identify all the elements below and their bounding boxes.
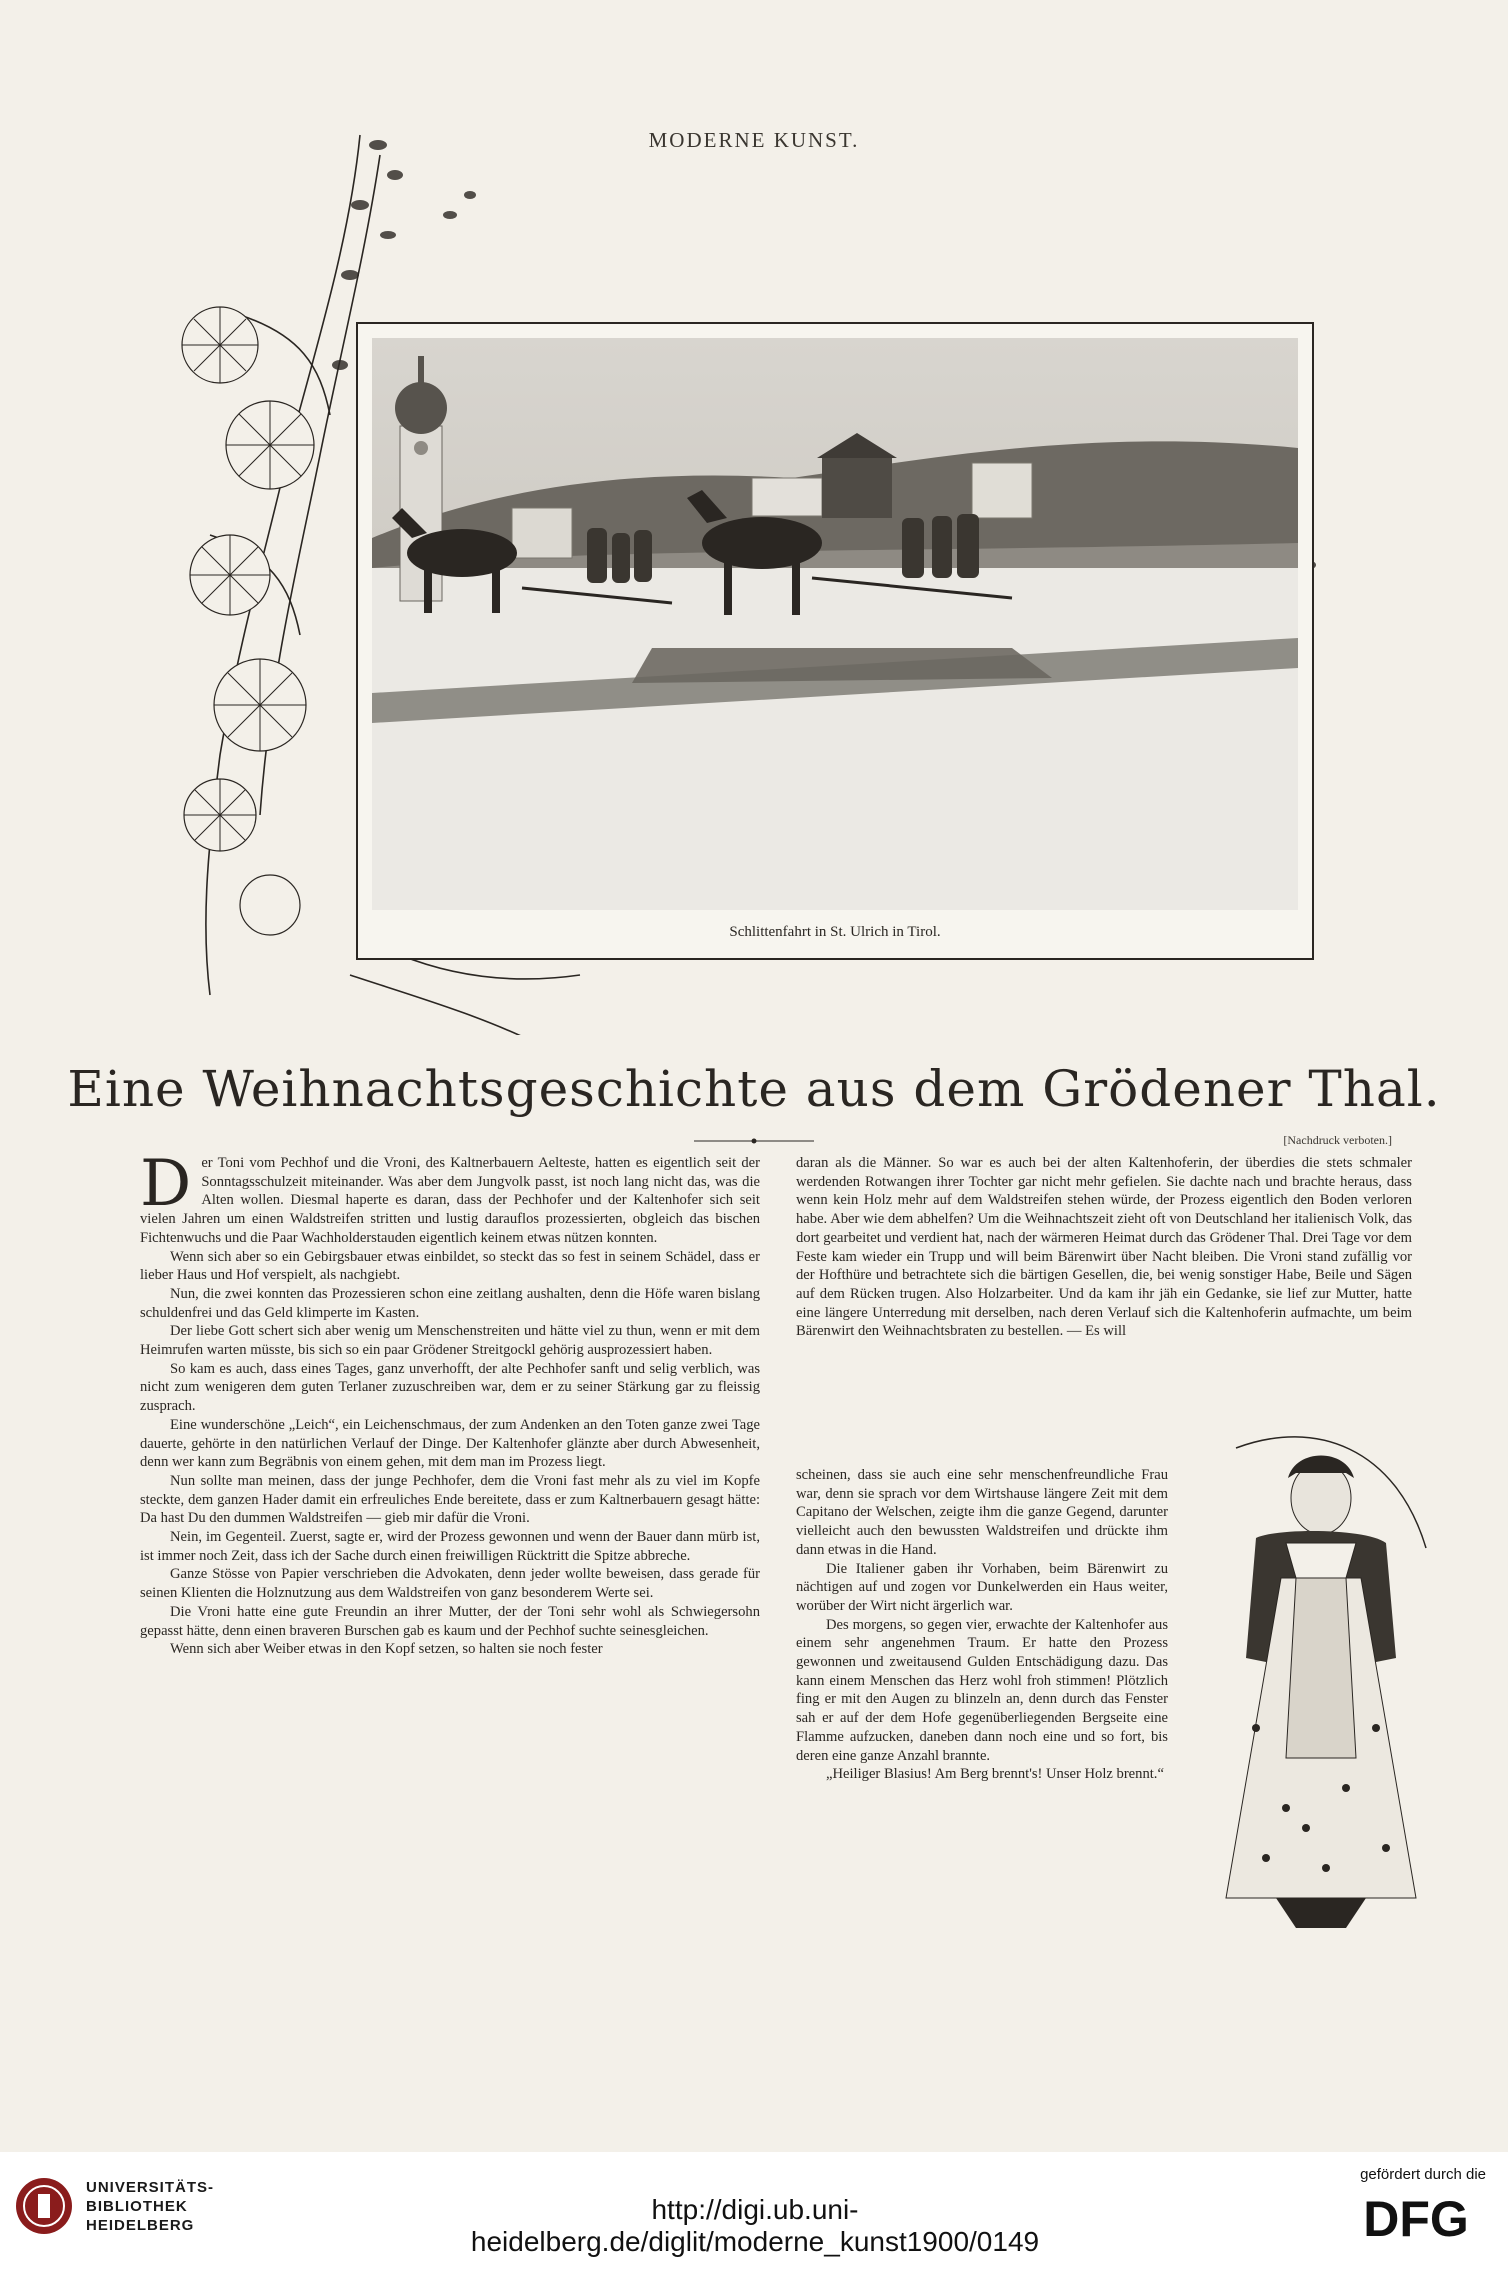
article-column-right-top <box>796 1154 1412 1341</box>
paragraph: So kam es auch, dass eines Tages, ganz unverhofft, der alte Pechhofer sanft und selig verblich, was nicht zum wenigeren dem guten Terlaner zuzuschreiben war, dem er zu seiner Stärkung gar zu fleissig zusprach. <box>140 1360 760 1415</box>
paragraph: Der Toni vom Pechhof und die Vroni, des Kaltnerbauern Aelteste, hatten es eigentlich seit der Sonntagsschulzeit miteinander. Was aber dem Jungvolk passt, ist noch lang nicht das, was die Alten wollen. Diesmal haperte es daran, dass der Pechhofer und der Kaltenhofer sich seit vielen Jahren um einen Waldstreifen stritten und lustig darauflos prozessierten, obgleich das bischen Fichtenwuchs und die Paar Wachholderstauden eigentlich keinem etwas nützen konnten. <box>140 1147 760 1246</box>
paragraph: Nein, im Gegenteil. Zuerst, sagte er, wird der Prozess gewonnen und wenn der Bauer dann mürb ist, ist immer noch Zeit, dass ich der Sache durch einen freiwilligen Rücktritt die Spitze abbreche. <box>140 1529 760 1564</box>
paragraph: Der liebe Gott schert sich aber wenig um Menschenstreiten und hätte viel zu thun, wenn er mit dem Heimrufen warten müsste, bis sich so ein paar Grödener Streitgockl gehörig ausprozessiert haben. <box>140 1323 760 1359</box>
article-column-right-bottom <box>796 1466 1168 1784</box>
paragraph: Die Italiener gaben ihr Vorhaben, beim Bärenwirt zu nächtigen auf und zogen vor Dunkelwerden ein Haus weiter, worüber der Wirt nicht ärgerlich war. <box>796 1560 1168 1614</box>
paragraph: scheinen, dass sie auch eine sehr menschenfreundliche Frau war, denn sie sprach vor dem Wirtshause längere Zeit mit dem Capitano der Welschen, zeigte ihm die ganze Gegend, darunter vielleicht auch den bewussten Waldstreifen und drückte ihm dann etwas in die Hand. <box>796 1467 1168 1558</box>
photo-frame <box>356 322 1314 960</box>
article-column-left <box>140 1147 760 1659</box>
paragraph: Des morgens, so gegen vier, erwachte der Kaltenhofer aus einem sehr angenehmen Traum. Er hatte den Prozess gewonnen und zweitausend Gulden Entschädigung dazu. Das kann einem Menschen das Herz wohl froh stimmen! Plötzlich fing er mit den Augen zu blinzeln an, denn durch das Fenster sah er auf der dem Hofe gegenüberliegenden Bergseite eine Flamme aufzucken, daneben dann noch eine und so fort, bis deren eine ganze Anzahl brannte. <box>796 1616 1168 1764</box>
source-url-link[interactable]: http://digi.ub.uni-heidelberg.de/diglit/moderne_kunst1900/0149 <box>470 2194 1040 2257</box>
running-head: MODERNE KUNST. <box>648 128 860 152</box>
footer-bar <box>0 2152 1508 2272</box>
sleigh-ride-scene-image <box>372 338 1298 910</box>
tyrolean-girl-illustration <box>1196 1428 1436 1948</box>
dfg-logo <box>1346 2190 1486 2244</box>
paragraph: Wenn sich aber so ein Gebirgsbauer etwas einbildet, so steckt das so fest in seinem Schädel, dass er lieber Haus und Hof verspielt, als nachgiebt. <box>140 1248 760 1284</box>
paragraph: Die Vroni hatte eine gute Freundin an ihrer Mutter, der der Toni sehr wohl als Schwiegersohn gepasst hätte, denn einen braveren Burschen gab es kaum und der Pechhof suchte seinesgleichen. <box>140 1603 760 1639</box>
institution-name: UNIVERSITÄTS- BIBLIOTHEK HEIDELBERG <box>86 2179 215 2234</box>
paragraph: „Heiliger Blasius! Am Berg brennt's! Unser Holz brennt.“ <box>826 1766 1164 1783</box>
photo-caption: Schlittenfahrt in St. Ulrich in Tirol. <box>729 924 941 940</box>
article-title: Eine Weihnachtsgeschichte aus dem Grödener Thal. <box>67 1060 1441 1118</box>
paragraph: Eine wunderschöne „Leich“, ein Leichenschmaus, der zum Andenken an den Toten ganze zwei Tage dauerte, gehörte in den natürlichen Verlauf der Dinge. Der Kaltenhofer glänzte aber durch Abwesenheit, denn wer kann zum Begräbnis von einem gehen, mit dem man im Prozess liegt. <box>140 1416 760 1471</box>
paragraph: daran als die Männer. So war es auch bei der alten Kaltenhoferin, der überdies die stets schmaler werdenden Rotwangen ihrer Tochter gar nicht mehr gefielen. Sie dachte nach und brachte heraus, dass wenn kein Holz mehr auf dem Waldstreifen stehen würde, der Prozess eigentlich den Boden verloren habe. Aber wie dem abhelfen? Um die Weihnachtszeit zieht oft von Deutschland her italienisch Volk, das dort gearbeitet und verdient hat, nach der wärmeren Heimat durch das Grödener Thal. Drei Tage vor dem Feste kam wieder ein Trupp und will beim Bärenwirt über Nacht bleiben. Die Vroni stand zufällig vor der Hofthüre und betrachtete sich die bärtigen Gesellen, die, bei wenig sonstiger Habe, Beile und Sägen auf dem Rücken trugen. Also Holzarbeiter. Und da kam ihr jäh ein Gedanke, sie lief zur Mutter, hatte eine längere Unterredung mit derselben, nach deren Verlauf sich die Kaltenhoferin aufmachte, um beim Bärenwirt den Weihnachtsbraten zu bestellen. — Es will <box>796 1155 1412 1340</box>
sleigh-ride-photo <box>372 338 1298 910</box>
paragraph: Wenn sich aber Weiber etwas in den Kopf setzen, so halten sie noch fester <box>170 1641 603 1658</box>
reprint-notice: [Nachdruck verboten.] <box>1283 1133 1392 1147</box>
paragraph: Ganze Stösse von Papier verschrieben die Advokaten, denn jeder wollte beweisen, dass gerade für seinen Klienten die Holznutzung aus dem Waldstreifen von ganz besonderem Werte sei. <box>140 1566 760 1602</box>
svg-text:DFG: DFG <box>1363 2191 1469 2244</box>
title-divider <box>694 1138 814 1144</box>
university-seal-icon <box>14 2176 74 2236</box>
drop-cap: D <box>140 1147 192 1221</box>
paragraph: Nun, die zwei konnten das Prozessieren schon eine zeitlang aushalten, denn die Höfe waren bislang schuldenfrei und das Geld klimperte im Kasten. <box>140 1285 760 1321</box>
paragraph: Nun sollte man meinen, dass der junge Pechhofer, dem die Vroni fast mehr als zu viel im Kopfe steckte, dem ganzen Hader damit ein erfreuliches Ende bereitete, dass er zum Kaltnerbauern gesagt hätte: Da hast Du den dummen Waldstreifen — gieb mir dafür die Vroni. <box>140 1472 760 1527</box>
funding-text: gefördert durch die <box>1360 2166 1486 2183</box>
